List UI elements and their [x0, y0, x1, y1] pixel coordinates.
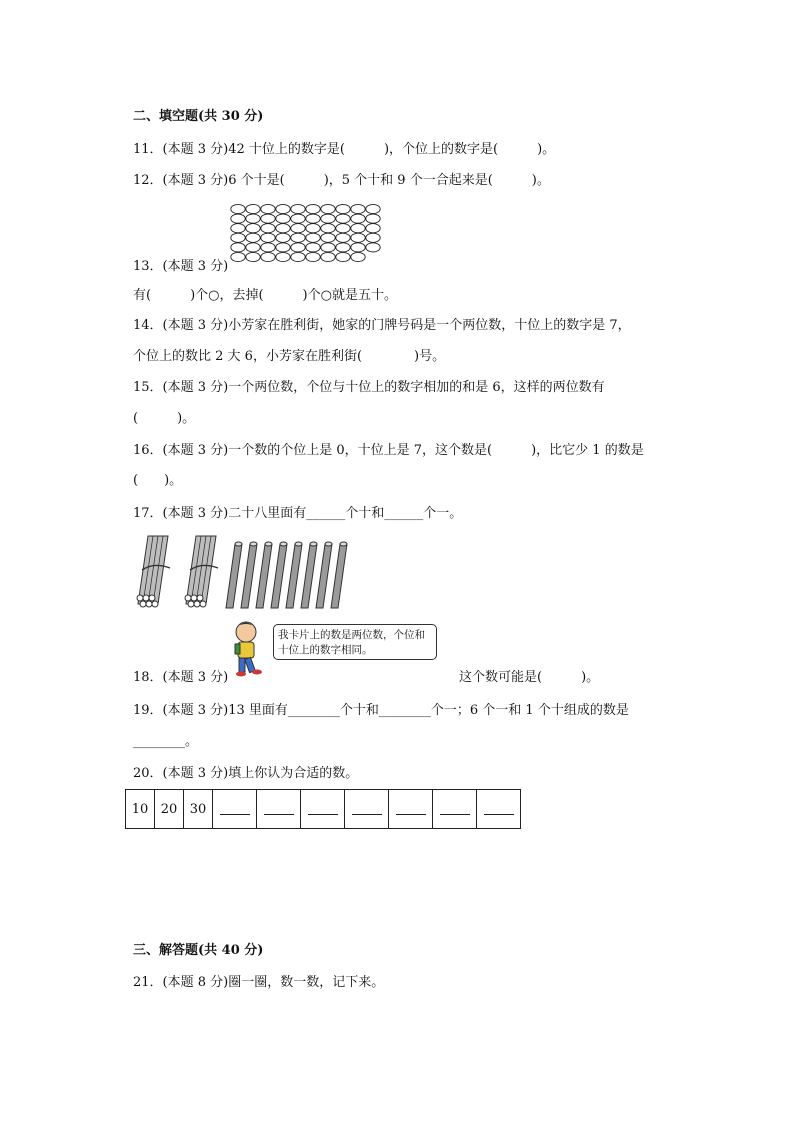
oval [291, 233, 305, 242]
oval [306, 233, 320, 242]
single-stick [331, 544, 347, 608]
oval [261, 233, 275, 242]
table-cell: 30 [184, 790, 213, 829]
oval [351, 204, 365, 213]
stick-bundle-1 [137, 536, 170, 607]
oval [246, 204, 260, 213]
oval [291, 214, 305, 223]
oval [276, 243, 290, 252]
single-stick [271, 544, 287, 608]
oval [276, 233, 290, 242]
oval [321, 243, 335, 252]
oval [321, 224, 335, 233]
question-18-label: 18．(本题 3 分) [133, 670, 229, 685]
oval [276, 214, 290, 223]
oval [231, 204, 245, 213]
oval [336, 214, 350, 223]
boy-figure [227, 618, 269, 680]
oval [321, 204, 335, 213]
oval [366, 204, 380, 213]
oval [306, 214, 320, 223]
oval [276, 252, 290, 261]
speech-bubble: 我卡片上的数是两位数，个位和十位上的数字相同。 [273, 624, 437, 660]
oval [321, 252, 335, 261]
question-15-line2: ( )。 [133, 411, 196, 426]
oval [261, 252, 275, 261]
question-16-line1: 16．(本题 3 分)一个数的个位上是 0，十位上是 7，这个数是( )，比它少 1 的数是 [133, 443, 644, 458]
single-sticks [226, 542, 347, 608]
oval [366, 214, 380, 223]
oval [336, 224, 350, 233]
blank-cell[interactable] [301, 790, 345, 829]
oval [366, 224, 380, 233]
single-stick [316, 544, 332, 608]
question-17: 17．(本题 3 分)二十八里面有______个十和______个一。 [133, 506, 463, 521]
stick-bundle-2 [185, 536, 218, 607]
oval [306, 204, 320, 213]
oval [291, 204, 305, 213]
oval [291, 224, 305, 233]
oval [231, 214, 245, 223]
oval [336, 252, 350, 261]
blank-cell[interactable] [433, 790, 477, 829]
single-stick [256, 544, 272, 608]
stick-top [295, 542, 302, 546]
oval [351, 214, 365, 223]
question-11: 11．(本题 3 分)42 十位上的数字是( )，个位上的数字是( )。 [133, 142, 556, 157]
oval [231, 252, 245, 261]
number-table [125, 789, 521, 829]
single-stick [286, 544, 302, 608]
oval [321, 233, 335, 242]
question-21: 21．(本题 8 分)圈一圈，数一数，记下来。 [133, 975, 385, 990]
table-cell: 10 [126, 790, 155, 829]
question-16-line2: ( )。 [133, 473, 183, 488]
question-12: 12．(本题 3 分)6 个十是( )，5 个十和 9 个一合起来是( )。 [133, 173, 550, 188]
oval [291, 243, 305, 252]
blank-cell[interactable] [213, 790, 257, 829]
question-19-line1: 19．(本题 3 分)13 里面有________个十和________个一；6 个一和 1 个十组成的数是 [133, 703, 629, 718]
section2-title: 二、填空题(共 30 分) [133, 109, 264, 124]
stick-top [265, 542, 272, 546]
oval [291, 252, 305, 261]
oval [336, 233, 350, 242]
sticks-illustration [128, 532, 358, 612]
question-13-label: 13．(本题 3 分) [133, 259, 229, 274]
single-stick [241, 544, 257, 608]
single-stick [301, 544, 317, 608]
oval [261, 243, 275, 252]
oval [351, 252, 365, 261]
oval [246, 233, 260, 242]
stick-top [280, 542, 287, 546]
question-14-line2: 个位上的数比 2 大 6，小芳家在胜利街( )号。 [133, 349, 446, 364]
section3-title: 三、解答题(共 40 分) [133, 943, 264, 958]
oval [246, 243, 260, 252]
oval [366, 243, 380, 252]
oval [276, 224, 290, 233]
stick-top [310, 542, 317, 546]
blank-cell[interactable] [345, 790, 389, 829]
oval [231, 233, 245, 242]
blank-cell[interactable] [257, 790, 301, 829]
question-14-line1: 14．(本题 3 分)小芳家在胜利街，她家的门牌号码是一个两位数，十位上的数字是 7， [133, 318, 631, 333]
oval [261, 204, 275, 213]
question-20: 20．(本题 3 分)填上你认为合适的数。 [133, 766, 359, 781]
oval [276, 204, 290, 213]
question-15-line1: 15．(本题 3 分)一个两位数，个位与十位上的数字相加的和是 6，这样的两位数有 [133, 380, 605, 395]
oval [351, 233, 365, 242]
oval [366, 233, 380, 242]
question-19-line2: ________。 [133, 734, 199, 749]
oval [246, 214, 260, 223]
oval [351, 224, 365, 233]
stick-top [250, 542, 257, 546]
blank-cell[interactable] [477, 790, 521, 829]
oval [246, 252, 260, 261]
oval [306, 243, 320, 252]
question-18-tail: 这个数可能是( )。 [459, 670, 600, 685]
stick-top [340, 542, 347, 546]
oval [306, 252, 320, 261]
stick-top [325, 542, 332, 546]
oval [231, 224, 245, 233]
single-stick [226, 544, 242, 608]
question-13-line2: 有( )个○，去掉( )个○就是五十。 [133, 288, 397, 303]
blank-cell[interactable] [389, 790, 433, 829]
oval [261, 214, 275, 223]
stick-top [235, 542, 242, 546]
oval [261, 224, 275, 233]
table-cell: 20 [155, 790, 184, 829]
oval-grid [229, 203, 389, 267]
oval [306, 224, 320, 233]
oval [321, 214, 335, 223]
oval [351, 243, 365, 252]
oval [336, 243, 350, 252]
oval [231, 243, 245, 252]
oval [336, 204, 350, 213]
oval [246, 224, 260, 233]
